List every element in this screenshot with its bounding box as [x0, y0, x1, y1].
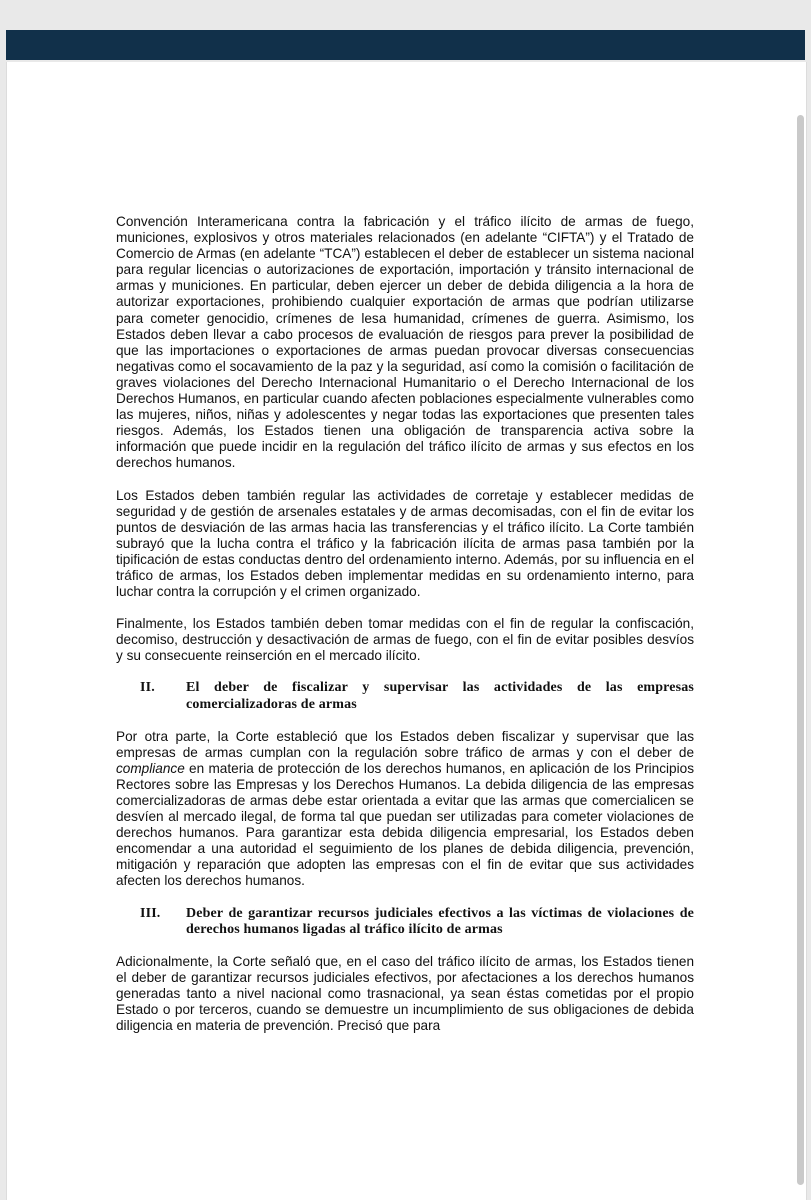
paragraph: Finalmente, los Estados también deben tomar medidas con el fin de regular la confiscación, decomiso, destrucción y desactivación de armas de fuego, con el fin de evitar posibles desvíos y su consecuente reinserción en el mercado ilícito. [116, 616, 694, 664]
document-body [116, 214, 694, 1034]
section-number: II. [140, 680, 155, 696]
paragraph-text: en materia de protección de los derechos humanos, en aplicación de los Principios Rectores sobre las Empresas y los Derechos Humanos. La debida diligencia de las empresas comercializadoras de armas debe estar orientada a evitar que las armas que comercialicen se desvíen al mercado ilegal, de forma tal que puedan ser utilizadas para cometer violaciones de derechos humanos. Para garantizar esta debida diligencia empresarial, los Estados deben encomendar a una autoridad el seguimiento de los planes de debida diligencia, prevención, mitigación y reparación que adopten las empresas con el fin de evitar que sus actividades afecten los derechos humanos. [116, 760, 694, 889]
section-title: El deber de fiscalizar y supervisar las actividades de las empresas comercializadoras de armas [186, 680, 694, 712]
paragraph-text: Por otra parte, la Corte estableció que los Estados deben fiscalizar y supervisar que las empresas de armas cumplan con la regulación sobre tráfico de armas y con el deber de [116, 728, 694, 760]
paragraph: Adicionalmente, la Corte señaló que, en el caso del tráfico ilícito de armas, los Estados tienen el deber de garantizar recursos judiciales efectivos, por afectaciones a los derechos humanos generadas tanto a nivel nacional como trasnacional, ya sean éstas cometidas por el propio Estado o por terceros, cuando se demuestre un incumplimiento de sus obligaciones de debida diligencia en materia de prevención. Precisó que para [116, 953, 694, 1034]
paragraph: Convención Interamericana contra la fabricación y el tráfico ilícito de armas de fuego, municiones, explosivos y otros materiales relacionados (en adelante “CIFTA”) y el Tratado de Comercio de Armas (en adelante “TCA”) establecen el deber de establecer un sistema nacional para regular licencias o autorizaciones de exportación, importación y tránsito internacional de armas y municiones. En particular, deben ejercer un deber de debida diligencia a la hora de autorizar exportaciones, prohibiendo cualquier exportación de armas que podrían utilizarse para cometer genocidio, crímenes de lesa humanidad, crímenes de guerra. Asimismo, los Estados deben llevar a cabo procesos de evaluación de riesgos para prever la posibilidad de que las importaciones o exportaciones de armas puedan provocar diversas consecuencias negativas como el socavamiento de la paz y la seguridad, así como la comisión o facilitación de graves violaciones del Derecho Internacional Humanitario o el Derecho Internacional de los Derechos Humanos, en particular cuando afecten poblaciones especialmente vulnerables como las mujeres, niños, niñas y adolescentes y negar todas las exportaciones que presenten tales riesgos. Además, los Estados tienen una obligación de transparencia activa sobre la información que puede incidir en la regulación del tráfico ilícito de armas y sus efectos en los derechos humanos. [116, 214, 694, 471]
section-heading-ii [116, 680, 694, 712]
top-header-bar [6, 30, 805, 60]
paragraph [116, 729, 694, 890]
section-number: III. [140, 905, 161, 921]
paragraph: Los Estados deben también regular las actividades de corretaje y establecer medidas de seguridad y de gestión de arsenales estatales y de armas decomisadas, con el fin de evitar los puntos de desviación de las armas hacia las transferencias y el tráfico ilícito. La Corte también subrayó que la lucha contra el tráfico y la fabricación ilícita de armas pasa también por la tipificación de estas conductas dentro del ordenamiento interno. Además, por su influencia en el tráfico de armas, los Estados deben implementar medidas en su ordenamiento interno, para luchar contra la corrupción y el crimen organizado. [116, 487, 694, 600]
section-title: Deber de garantizar recursos judiciales efectivos a las víctimas de violaciones de derechos humanos ligadas al tráfico ilícito de armas [186, 905, 694, 937]
italic-term: compliance [116, 760, 185, 776]
scrollbar[interactable] [797, 115, 804, 1185]
section-heading-iii [116, 906, 694, 938]
